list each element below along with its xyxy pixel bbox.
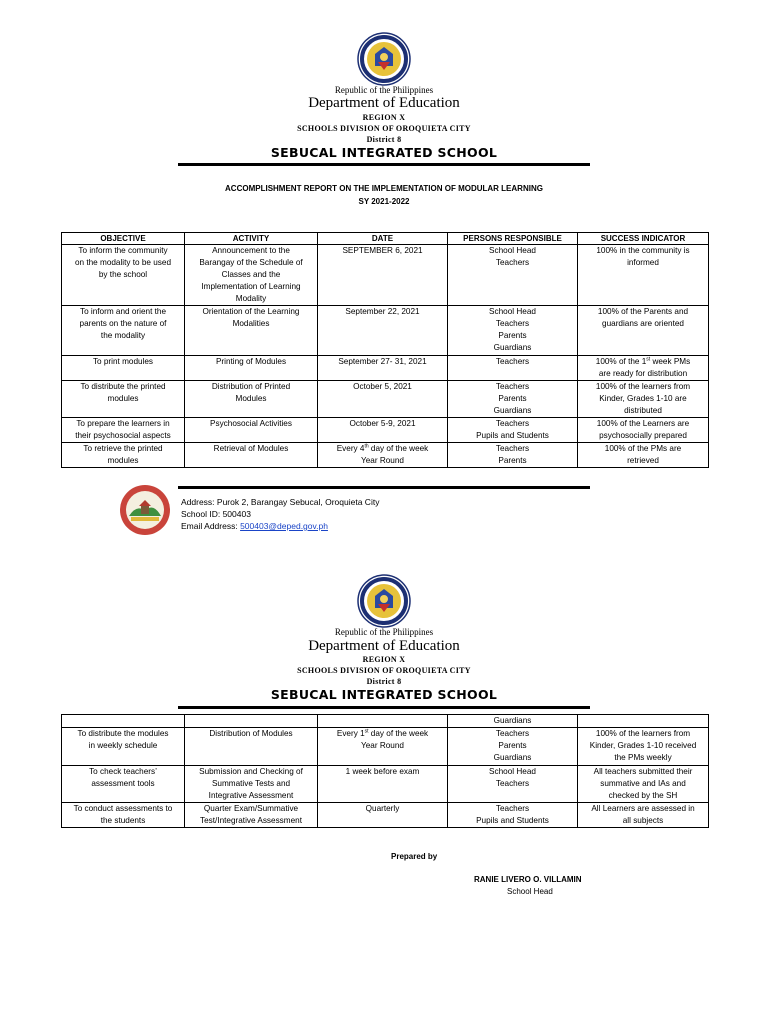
- department-label: Department of Education: [308, 95, 460, 111]
- cell-line: Distribution of Printed: [211, 382, 291, 391]
- footer-email: [181, 521, 328, 531]
- table-row: [62, 803, 709, 828]
- cell-line: Implementation of Learning: [201, 282, 301, 291]
- date-cell: [318, 245, 448, 306]
- persons-responsible-cell: [448, 306, 578, 356]
- cell-line: Modules: [235, 394, 267, 403]
- deped-seal-icon: [357, 32, 411, 86]
- cell-line: To inform and orient the: [79, 307, 166, 316]
- footer-address: Address: Purok 2, Barangay Sebucal, Oroquieta City: [181, 497, 380, 507]
- cell-line: To print modules: [92, 357, 154, 366]
- objective-cell: [62, 728, 185, 766]
- cell-line: September 22, 2021: [345, 307, 420, 316]
- cell-line: Teachers: [495, 382, 530, 391]
- header-activity: ACTIVITY: [185, 233, 318, 245]
- cell-line: by the school: [98, 270, 148, 279]
- signatory-position: School Head: [507, 887, 553, 896]
- cell-line: Printing of Modules: [215, 357, 287, 366]
- cell-line: Guardians: [493, 716, 532, 725]
- district-label: District 8: [366, 135, 402, 144]
- header-persons-responsible: PERSONS RESPONSIBLE: [448, 233, 578, 245]
- success-indicator-cell: [578, 728, 709, 766]
- objective-cell: [62, 356, 185, 381]
- persons-responsible-cell: [448, 766, 578, 803]
- cell-line: Parents: [498, 394, 527, 403]
- cell-line: School Head: [489, 307, 536, 316]
- cell-line: Guardians: [493, 753, 532, 762]
- cell-line: distributed: [624, 406, 662, 415]
- school-name-page2: SEBUCAL INTEGRATED SCHOOL: [270, 687, 498, 702]
- school-logo-icon: [119, 484, 171, 536]
- cell-line: Teachers: [495, 357, 530, 366]
- cell-line: Teachers: [495, 804, 530, 813]
- cell-line: Guardians: [493, 406, 532, 415]
- cell-line: Teachers: [495, 258, 530, 267]
- cell-line: All Learners are assessed in: [591, 804, 695, 813]
- cell-line: To distribute the modules: [77, 729, 169, 738]
- success-indicator-cell: [578, 766, 709, 803]
- footer-divider: [178, 486, 590, 489]
- cell-line: Modalities: [232, 319, 270, 328]
- table-row: [62, 418, 709, 443]
- objective-cell: [62, 306, 185, 356]
- cell-line: in weekly schedule: [88, 741, 158, 750]
- success-indicator-cell: [578, 381, 709, 418]
- date-cell: [318, 766, 448, 803]
- cell-line: 100% in the community is: [596, 246, 690, 255]
- cell-line: guardians are oriented: [602, 319, 684, 328]
- persons-responsible-cell: [448, 715, 578, 728]
- cell-line: Modality: [235, 294, 267, 303]
- success-indicator-cell: [578, 245, 709, 306]
- objective-cell: [62, 803, 185, 828]
- activity-cell: [185, 306, 318, 356]
- cell-line: Teachers: [495, 779, 530, 788]
- cell-line: Every 1st day of the week: [336, 728, 429, 738]
- school-name: SEBUCAL INTEGRATED SCHOOL: [270, 145, 498, 160]
- department-label-page2: Department of Education: [308, 638, 460, 654]
- activity-cell: [185, 381, 318, 418]
- cell-line: checked by the SH: [608, 791, 678, 800]
- cell-line: Year Round: [361, 456, 404, 465]
- objective-cell: [62, 245, 185, 306]
- persons-responsible-cell: [448, 381, 578, 418]
- cell-line: Guardians: [493, 343, 532, 352]
- persons-responsible-cell: [448, 443, 578, 468]
- activity-cell: [185, 356, 318, 381]
- cell-line: Integrative Assessment: [208, 791, 294, 800]
- date-cell: [318, 803, 448, 828]
- date-cell: [318, 728, 448, 766]
- cell-line: Announcement to the: [212, 246, 290, 255]
- cell-line: Parents: [498, 741, 527, 750]
- table-row: [62, 381, 709, 418]
- cell-line: To conduct assessments to: [73, 804, 173, 813]
- cell-line: the modality: [100, 331, 146, 340]
- accomplishment-table-continued: [61, 714, 709, 828]
- region-label-page2: REGION X: [362, 655, 406, 664]
- cell-line: 100% of the Parents and: [597, 307, 689, 316]
- cell-line: Kinder, Grades 1-10 are: [599, 394, 687, 403]
- date-cell: [318, 418, 448, 443]
- prepared-by-label: Prepared by: [391, 852, 438, 861]
- cell-line: Every 4th day of the week: [336, 443, 429, 453]
- objective-cell: [62, 443, 185, 468]
- cell-line: Psychosocial Activities: [210, 419, 292, 428]
- activity-cell: [185, 245, 318, 306]
- table-row: [62, 306, 709, 356]
- cell-line: Parents: [498, 456, 527, 465]
- cell-line: psychosocially prepared: [599, 431, 687, 440]
- cell-line: Pupils and Students: [476, 431, 549, 440]
- objective-cell: [62, 418, 185, 443]
- cell-line: Retrieval of Modules: [213, 444, 289, 453]
- republic-label: Republic of the Philippines: [334, 85, 434, 95]
- cell-line: summative and IAs and: [600, 779, 686, 788]
- signatory-name: RANIE LIVERO O. VILLAMIN: [474, 875, 582, 884]
- cell-line: 100% of the PMs are: [604, 444, 682, 453]
- cell-line: To inform the community: [78, 246, 168, 255]
- cell-line: To retrieve the printed: [83, 444, 163, 453]
- cell-line: Teachers: [495, 729, 530, 738]
- activity-cell: [185, 418, 318, 443]
- cell-line: modules: [107, 456, 139, 465]
- date-cell: [318, 306, 448, 356]
- objective-cell: [62, 381, 185, 418]
- cell-line: To distribute the printed: [80, 382, 166, 391]
- footer-school-id: School ID: 500403: [181, 509, 251, 519]
- activity-cell: [185, 728, 318, 766]
- cell-line: 100% of the Learners are: [596, 419, 690, 428]
- division-label: SCHOOLS DIVISION OF OROQUIETA CITY: [297, 124, 471, 133]
- accomplishment-table: [61, 232, 709, 468]
- table-row: [62, 443, 709, 468]
- date-cell: [318, 356, 448, 381]
- school-year: SY 2021-2022: [358, 197, 410, 206]
- header-objective: OBJECTIVE: [62, 233, 185, 245]
- header-date: DATE: [318, 233, 448, 245]
- district-label-page2: District 8: [366, 677, 402, 686]
- table-row: [62, 728, 709, 766]
- table-row: [62, 356, 709, 381]
- persons-responsible-cell: [448, 803, 578, 828]
- cell-line: Year Round: [361, 741, 404, 750]
- cell-line: SEPTEMBER 6, 2021: [342, 246, 423, 255]
- success-indicator-cell: [578, 418, 709, 443]
- date-cell: [318, 715, 448, 728]
- success-indicator-cell: [578, 803, 709, 828]
- region-label: REGION X: [362, 113, 406, 122]
- cell-line: Parents: [498, 331, 527, 340]
- email-label: Email Address:: [181, 521, 241, 531]
- cell-line: assessment tools: [91, 779, 155, 788]
- persons-responsible-cell: [448, 418, 578, 443]
- cell-line: retrieved: [627, 456, 659, 465]
- activity-cell: [185, 715, 318, 728]
- cell-line: 1 week before exam: [345, 767, 420, 776]
- table-row: [62, 245, 709, 306]
- cell-line: Quarterly: [365, 804, 400, 813]
- objective-cell: [62, 715, 185, 728]
- cell-line: School Head: [489, 246, 536, 255]
- activity-cell: [185, 803, 318, 828]
- cell-line: Teachers: [495, 319, 530, 328]
- cell-line: September 27- 31, 2021: [338, 357, 427, 366]
- header-success-indicator: SUCCESS INDICATOR: [578, 233, 709, 245]
- table-row: [62, 715, 709, 728]
- persons-responsible-cell: [448, 356, 578, 381]
- cell-line: the students: [100, 816, 146, 825]
- cell-line: October 5, 2021: [353, 382, 412, 391]
- activity-cell: [185, 766, 318, 803]
- cell-line: their psychosocial aspects: [75, 431, 171, 440]
- division-label-page2: SCHOOLS DIVISION OF OROQUIETA CITY: [297, 666, 471, 675]
- deped-seal-icon-page2: [357, 574, 411, 628]
- cell-line: 100% of the learners from: [595, 382, 691, 391]
- success-indicator-cell: [578, 443, 709, 468]
- date-cell: [318, 443, 448, 468]
- cell-line: 100% of the 1st week PMs: [595, 356, 691, 366]
- cell-line: Kinder, Grades 1-10 received: [589, 741, 697, 750]
- cell-line: Teachers: [495, 419, 530, 428]
- cell-line: School Head: [489, 767, 536, 776]
- email-link[interactable]: 500403@deped.gov.ph: [240, 521, 328, 531]
- cell-line: on the modality to be used: [74, 258, 172, 267]
- cell-line: 100% of the learners from: [595, 729, 691, 738]
- cell-line: All teachers submitted their: [593, 767, 693, 776]
- header-divider: [178, 163, 590, 166]
- date-cell: [318, 381, 448, 418]
- persons-responsible-cell: [448, 245, 578, 306]
- cell-line: Test/Integrative Assessment: [200, 816, 302, 825]
- cell-line: Pupils and Students: [476, 816, 549, 825]
- cell-line: Classes and the: [221, 270, 281, 279]
- success-indicator-cell: [578, 715, 709, 728]
- cell-line: Orientation of the Learning: [202, 307, 300, 316]
- cell-line: modules: [107, 394, 139, 403]
- cell-line: October 5-9, 2021: [349, 419, 416, 428]
- cell-line: Summative Tests and: [211, 779, 291, 788]
- activity-cell: [185, 443, 318, 468]
- cell-line: Quarter Exam/Summative: [203, 804, 299, 813]
- cell-line: Teachers: [495, 444, 530, 453]
- success-indicator-cell: [578, 356, 709, 381]
- cell-line: the PMs weekly: [614, 753, 672, 762]
- objective-cell: [62, 766, 185, 803]
- persons-responsible-cell: [448, 728, 578, 766]
- cell-line: Submission and Checking of: [199, 767, 303, 776]
- cell-line: Distribution of Modules: [209, 729, 293, 738]
- cell-line: Barangay of the Schedule of: [199, 258, 303, 267]
- cell-line: parents on the nature of: [79, 319, 167, 328]
- header-divider-page2: [178, 706, 590, 709]
- cell-line: To check teachers’: [89, 767, 157, 776]
- success-indicator-cell: [578, 306, 709, 356]
- cell-line: informed: [627, 258, 659, 267]
- report-title: ACCOMPLISHMENT REPORT ON THE IMPLEMENTATION OF MODULAR LEARNING: [225, 184, 543, 193]
- table-row: [62, 766, 709, 803]
- republic-label-page2: Republic of the Philippines: [334, 627, 434, 637]
- cell-line: all subjects: [622, 816, 664, 825]
- cell-line: are ready for distribution: [598, 369, 688, 378]
- cell-line: To prepare the learners in: [76, 419, 170, 428]
